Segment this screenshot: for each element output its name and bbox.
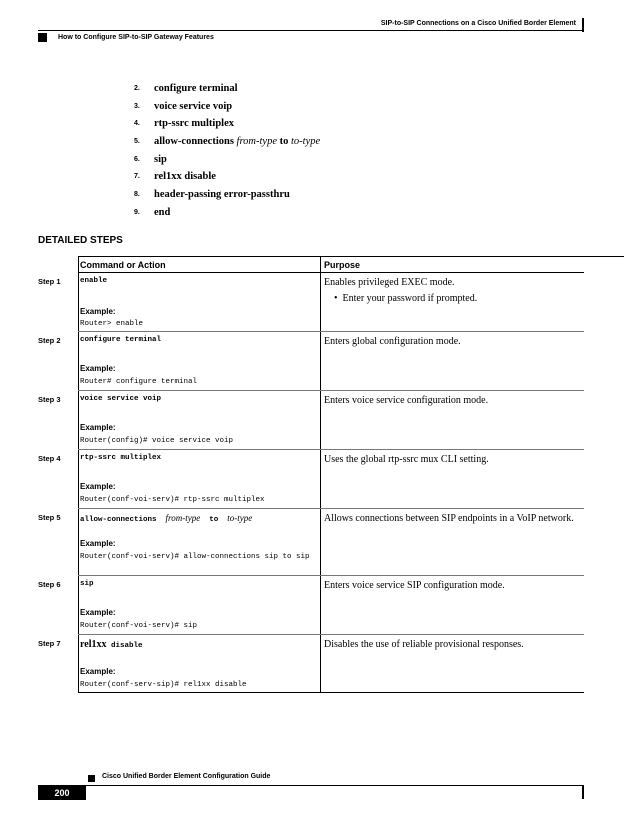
example-label: Example: bbox=[80, 423, 116, 432]
purpose-text: Enters voice service SIP configuration mode. bbox=[324, 580, 505, 591]
summary-item: 4. rtp-ssrc multiplex bbox=[134, 118, 235, 130]
footer-square-icon bbox=[88, 775, 95, 782]
command: allow-connections from-type to to-type bbox=[80, 513, 253, 524]
example-code: Router(conf-voi-serv)# rtp-ssrc multiplex bbox=[80, 496, 265, 504]
header-rule bbox=[38, 30, 584, 31]
summary-item: 3. voice service voip bbox=[134, 100, 233, 112]
footer-bar bbox=[582, 786, 584, 799]
step-label: Step 3 bbox=[38, 395, 61, 404]
step-label: Step 7 bbox=[38, 639, 61, 648]
detailed-steps-heading: DETAILED STEPS bbox=[38, 235, 123, 246]
summary-item: 2. configure terminal bbox=[134, 83, 238, 94]
example-code: Router(conf-voi-serv)# sip bbox=[80, 622, 198, 630]
command: configure terminal bbox=[80, 336, 162, 344]
step-label: Step 1 bbox=[38, 277, 61, 286]
command: sip bbox=[80, 580, 94, 588]
column-header-purpose: Purpose bbox=[324, 260, 361, 270]
header-square-icon bbox=[38, 33, 47, 42]
summary-item: 6. sip bbox=[134, 153, 167, 165]
footer-title: Cisco Unified Border Element Configuration Guide bbox=[102, 773, 271, 780]
summary-item: 5. allow-connections from-type to to-type bbox=[134, 136, 321, 148]
table-bottom-rule bbox=[78, 692, 584, 693]
running-header-section: How to Configure SIP-to-SIP Gateway Features bbox=[58, 34, 214, 41]
purpose-bullet: • Enter your password if prompted. bbox=[334, 293, 478, 304]
command: enable bbox=[80, 277, 108, 285]
example-code: Router(conf-serv-sip)# rel1xx disable bbox=[80, 681, 247, 689]
example-label: Example: bbox=[80, 667, 116, 676]
purpose-text: Disables the use of reliable provisional responses. bbox=[324, 639, 524, 650]
table-top-rule bbox=[78, 256, 624, 257]
example-code: Router(conf-voi-serv)# allow-connections sip to sip bbox=[80, 553, 310, 561]
purpose-text: Uses the global rtp-ssrc mux CLI setting. bbox=[324, 454, 489, 465]
summary-steps bbox=[134, 83, 320, 225]
summary-item: 8. header-passing error-passthru bbox=[134, 189, 290, 201]
step-label: Step 6 bbox=[38, 580, 61, 589]
table-row bbox=[38, 635, 584, 693]
example-label: Example: bbox=[80, 307, 116, 316]
page-number: 200 bbox=[54, 788, 70, 798]
example-label: Example: bbox=[80, 539, 116, 548]
purpose-text: Enters voice service configuration mode. bbox=[324, 395, 489, 406]
table-row bbox=[38, 332, 584, 390]
command: rel1xx disable bbox=[80, 639, 143, 650]
command: voice service voip bbox=[80, 395, 162, 403]
running-header-title: SIP-to-SIP Connections on a Cisco Unified Border Element bbox=[380, 20, 576, 27]
table-row bbox=[38, 273, 584, 331]
column-header-command: Command or Action bbox=[80, 260, 166, 270]
footer-rule bbox=[38, 785, 584, 786]
example-label: Example: bbox=[80, 482, 116, 491]
example-code: Router# configure terminal bbox=[80, 378, 198, 386]
command: rtp-ssrc multiplex bbox=[80, 454, 162, 462]
purpose-text: Enters global configuration mode. bbox=[324, 336, 461, 347]
table-row bbox=[38, 509, 584, 575]
example-label: Example: bbox=[80, 364, 116, 373]
example-label: Example: bbox=[80, 608, 116, 617]
step-label: Step 2 bbox=[38, 336, 61, 345]
example-code: Router> enable bbox=[80, 320, 144, 328]
summary-item: 7. rel1xx disable bbox=[134, 171, 216, 183]
table-row bbox=[38, 576, 584, 634]
table-row bbox=[38, 450, 584, 508]
purpose-text: Allows connections between SIP endpoints in a VoIP network. bbox=[324, 513, 574, 524]
step-label: Step 4 bbox=[38, 454, 61, 463]
step-label: Step 5 bbox=[38, 513, 61, 522]
purpose-text: Enables privileged EXEC mode. bbox=[324, 277, 455, 288]
table-row bbox=[38, 391, 584, 449]
summary-item: 9. end bbox=[134, 206, 171, 218]
example-code: Router(config)# voice service voip bbox=[80, 437, 234, 445]
